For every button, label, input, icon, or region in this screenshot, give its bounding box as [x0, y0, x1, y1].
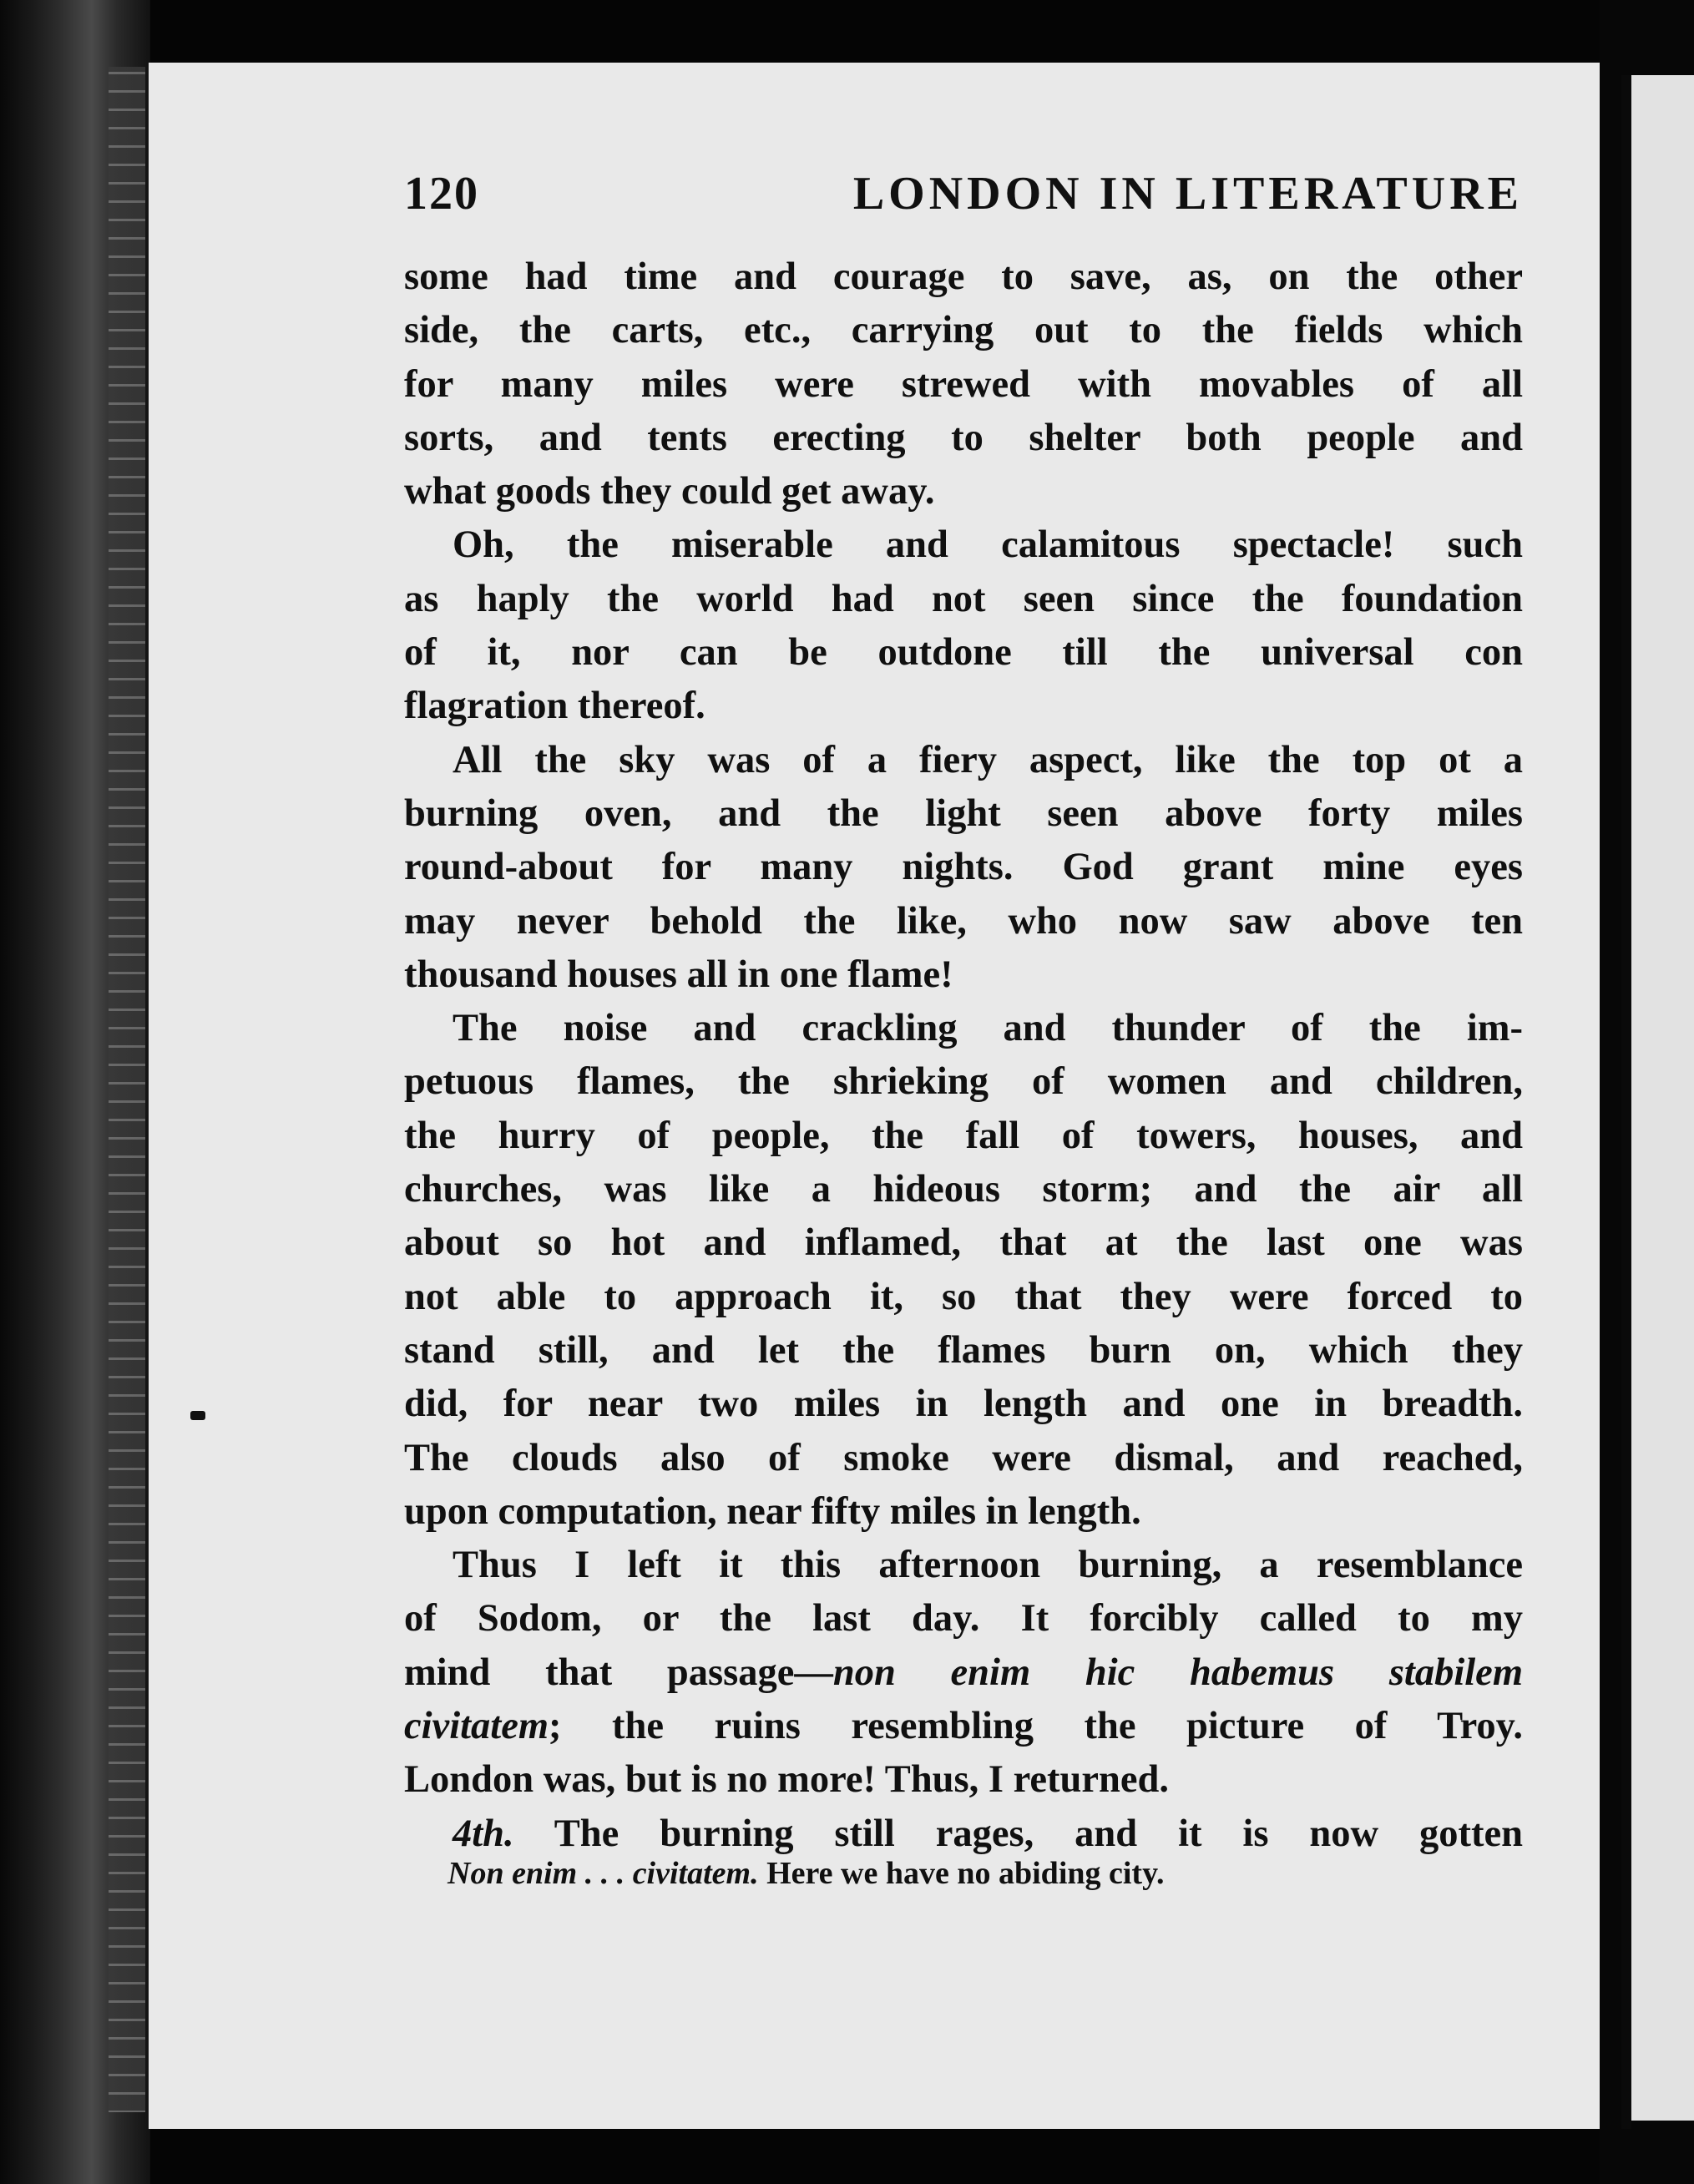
text-line: may never behold the like, who now saw above ten: [404, 899, 1523, 943]
text-line-civitatem: [404, 1700, 1523, 1753]
page-number: 120: [404, 168, 479, 220]
adjacent-page-edge: [1626, 75, 1694, 2121]
text-line: about so hot and inflamed, that at the last one was: [404, 1221, 1523, 1265]
text-line: as haply the world had not seen since the foundation: [404, 577, 1523, 620]
body-text: [404, 250, 1523, 1861]
text-line: the hurry of people, the fall of towers, houses, and: [404, 1114, 1523, 1157]
margin-mark: [190, 1411, 205, 1420]
text-line: churches, was like a hideous storm; and the air all: [404, 1168, 1523, 1211]
text-line: flagration thereof.: [404, 685, 705, 728]
text-line: what goods they could get away.: [404, 470, 935, 513]
civitatem-continuation: ; the ruins resembling the picture of Troy.: [549, 1705, 1523, 1748]
latin-quote-end: civitatem: [404, 1705, 549, 1748]
text-line-fourth: [404, 1807, 1523, 1861]
binding-texture: [109, 67, 145, 2112]
text-line: Oh, the miserable and calamitous spectacle! such: [453, 523, 1523, 567]
text-line: of it, nor can be outdone till the universal con: [404, 631, 1523, 675]
latin-quote: non enim hic habemus stabilem: [832, 1651, 1523, 1694]
text-line: burning oven, and the light seen above forty miles: [404, 791, 1523, 835]
fourth-continuation: The burning still rages, and it is now gotten: [513, 1812, 1523, 1855]
text-line: of Sodom, or the last day. It forcibly called to my: [404, 1597, 1523, 1641]
text-line: for many miles were strewed with movables of all: [404, 362, 1523, 406]
text-line: upon computation, near fifty miles in length.: [404, 1489, 1141, 1533]
page-header: [404, 167, 1523, 230]
text-line: thousand houses all in one flame!: [404, 953, 953, 996]
text-line: The noise and crackling and thunder of the im-: [453, 1007, 1523, 1050]
text-line: some had time and courage to save, as, on the other: [404, 255, 1523, 298]
text-line: Thus I left it this afternoon burning, a resemblance: [453, 1544, 1523, 1587]
running-title: LONDON IN LITERATURE: [852, 168, 1523, 220]
text-line: petuous flames, the shrieking of women and children,: [404, 1060, 1523, 1104]
text-line: round-about for many nights. God grant mine eyes: [404, 846, 1523, 889]
date-marker: 4th.: [453, 1812, 514, 1855]
footnote: [448, 1855, 1533, 1892]
text-line: stand still, and let the flames burn on, which they: [404, 1328, 1523, 1372]
passage-intro: mind that passage—: [404, 1651, 833, 1694]
text-line: sorts, and tents erecting to shelter both people and: [404, 416, 1523, 459]
page-gutter-line: [1621, 75, 1631, 2129]
text-line: The clouds also of smoke were dismal, and reached,: [404, 1436, 1523, 1479]
footnote-term: Non enim . . . civitatem.: [448, 1856, 759, 1891]
text-line: side, the carts, etc., carrying out to the fields which: [404, 309, 1523, 352]
text-line: did, for near two miles in length and one in breadth.: [404, 1383, 1523, 1426]
text-line: All the sky was of a fiery aspect, like the top ot a: [453, 738, 1523, 781]
footnote-text: Here we have no abiding city.: [758, 1856, 1165, 1891]
text-line: London was, but is no more! Thus, I returned.: [404, 1758, 1170, 1802]
text-line: not able to approach it, so that they were forced to: [404, 1275, 1523, 1318]
text-line-passage: [404, 1646, 1523, 1700]
